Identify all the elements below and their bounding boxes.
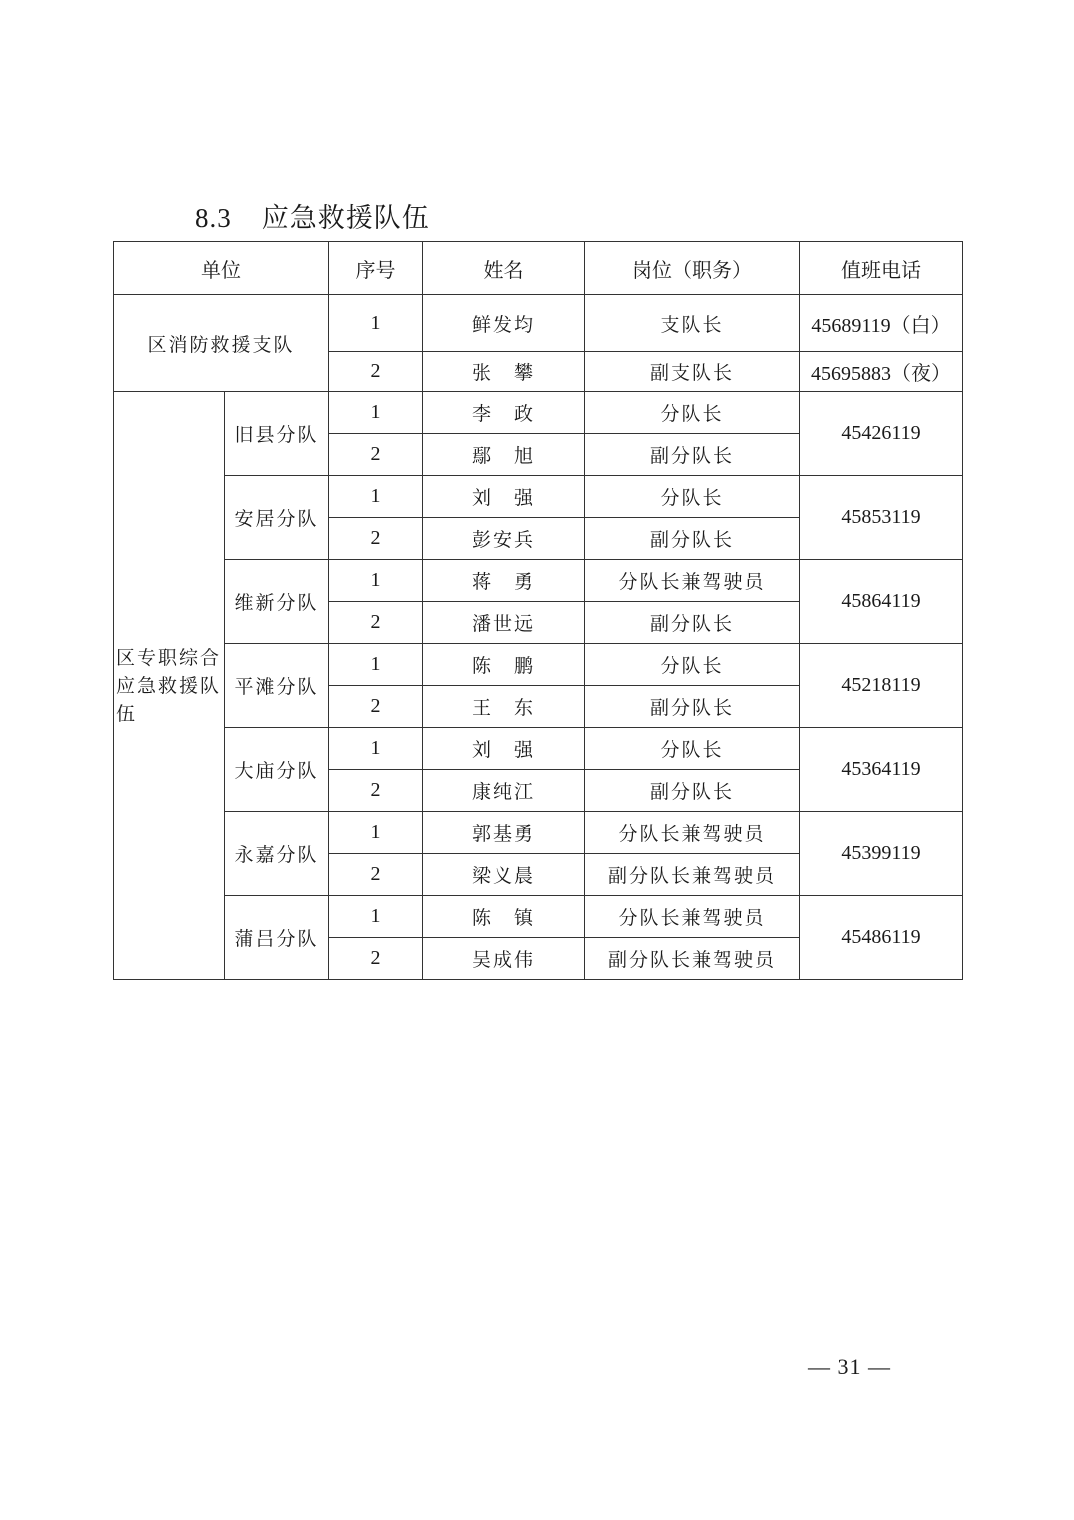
seq-cell: 1 [329,476,423,518]
seq-cell: 1 [329,896,423,938]
role-cell: 副分队长兼驾驶员 [585,854,800,896]
seq-cell: 1 [329,644,423,686]
squad-name-cell: 维新分队 [225,560,329,644]
squad-name-cell: 大庙分队 [225,728,329,812]
header-phone: 值班电话 [800,242,963,295]
seq-cell: 2 [329,602,423,644]
unit-cell: 区消防救援支队 [114,295,329,392]
role-cell: 分队长兼驾驶员 [585,560,800,602]
phone-cell: 45689119（白） [800,295,963,352]
table-row [114,644,963,686]
group-unit-line: 伍 [116,702,138,725]
header-role: 岗位（职务） [585,242,800,295]
header-seq: 序号 [329,242,423,295]
phone-cell: 45864119 [800,560,963,644]
phone-cell: 45426119 [800,392,963,476]
seq-cell: 2 [329,686,423,728]
seq-cell: 1 [329,560,423,602]
person-name-cell: 蒋 勇 [423,560,585,602]
seq-cell: 1 [329,812,423,854]
section-title: 应急救援队伍 [261,203,430,234]
seq-cell: 2 [329,434,423,476]
role-cell: 副分队长 [585,518,800,560]
person-name-cell: 张 攀 [423,352,585,392]
group-unit-cell [114,392,225,980]
squad-name-cell: 永嘉分队 [225,812,329,896]
phone-cell: 45218119 [800,644,963,728]
person-name-cell: 梁义晨 [423,854,585,896]
role-cell: 副分队长 [585,602,800,644]
role-cell: 分队长 [585,392,800,434]
table-row [114,896,963,938]
section-number: 8.3 [195,203,232,233]
person-name-cell: 陈 鹏 [423,644,585,686]
role-cell: 副分队长 [585,434,800,476]
person-name-cell: 陈 镇 [423,896,585,938]
header-unit: 单位 [114,242,329,295]
squad-name-cell: 蒲吕分队 [225,896,329,980]
table-body [114,295,963,980]
table-row [114,392,963,434]
person-name-cell: 王 东 [423,686,585,728]
person-name-cell: 彭安兵 [423,518,585,560]
phone-cell: 45486119 [800,896,963,980]
table-row [114,295,963,352]
role-cell: 副分队长 [585,686,800,728]
role-cell: 副分队长兼驾驶员 [585,938,800,980]
person-name-cell: 郭基勇 [423,812,585,854]
person-name-cell: 刘 强 [423,728,585,770]
seq-cell: 1 [329,295,423,352]
role-cell: 分队长 [585,644,800,686]
phone-cell: 45364119 [800,728,963,812]
phone-cell: 45695883（夜） [800,352,963,392]
person-name-cell: 潘世远 [423,602,585,644]
table-header-row [114,242,963,295]
person-name-cell: 康纯江 [423,770,585,812]
seq-cell: 2 [329,518,423,560]
seq-cell: 2 [329,854,423,896]
seq-cell: 2 [329,770,423,812]
header-name: 姓名 [423,242,585,295]
role-cell: 副支队长 [585,352,800,392]
person-name-cell: 李 政 [423,392,585,434]
seq-cell: 2 [329,352,423,392]
squad-name-cell: 旧县分队 [225,392,329,476]
squad-name-cell: 平滩分队 [225,644,329,728]
seq-cell: 1 [329,728,423,770]
rescue-team-table [113,241,963,980]
role-cell: 分队长兼驾驶员 [585,896,800,938]
seq-cell: 2 [329,938,423,980]
table-row [114,560,963,602]
seq-cell: 1 [329,392,423,434]
role-cell: 分队长 [585,728,800,770]
table-row [114,728,963,770]
person-name-cell: 鄢 旭 [423,434,585,476]
phone-cell: 45399119 [800,812,963,896]
group-unit-line: 区专职综合 [116,646,222,669]
page-number: — 31 — [808,1354,891,1379]
phone-cell: 45853119 [800,476,963,560]
squad-name-cell: 安居分队 [225,476,329,560]
section-heading [195,196,430,235]
role-cell: 副分队长 [585,770,800,812]
role-cell: 支队长 [585,295,800,352]
table-row [114,812,963,854]
person-name-cell: 刘 强 [423,476,585,518]
role-cell: 分队长兼驾驶员 [585,812,800,854]
person-name-cell: 鲜发均 [423,295,585,352]
person-name-cell: 吴成伟 [423,938,585,980]
role-cell: 分队长 [585,476,800,518]
table-row [114,476,963,518]
group-unit-line: 应急救援队 [116,674,222,697]
